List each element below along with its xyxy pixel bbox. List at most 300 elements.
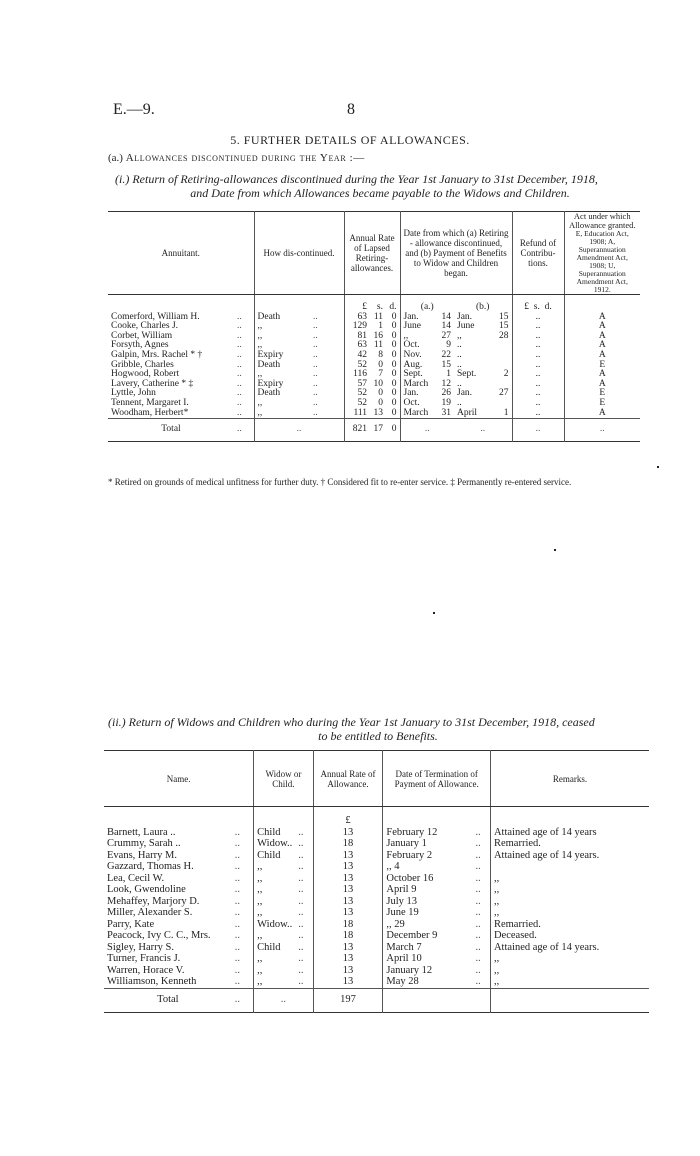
act-code: A	[564, 313, 640, 323]
termination-date: February 12	[383, 827, 473, 839]
termination-date: May 28	[383, 976, 473, 988]
leader-dots: ..	[234, 861, 241, 872]
termination-date: ,, 4	[383, 861, 473, 873]
date-b-month: April	[457, 407, 478, 418]
unit-row	[104, 815, 649, 827]
annuitant-name: Gribble, Charles	[111, 359, 174, 370]
annuitant-name: Corbet, William	[111, 330, 173, 341]
return-1-title-line2: and Date from which Allowances became payable to the Widows and Children.	[190, 186, 570, 200]
leader-dots: ..	[475, 872, 481, 884]
unit-pounds: £	[344, 303, 370, 313]
rate-pounds: 52	[344, 361, 370, 371]
date-b-month: ..	[457, 349, 462, 360]
rate-pounds: 52	[344, 389, 370, 399]
page-number: 8	[347, 101, 355, 118]
annuitant-name: Tennent, Margaret I.	[111, 397, 189, 408]
date-a-day: 14	[441, 311, 451, 322]
date-a-day: 26	[441, 388, 451, 399]
rate-shillings: 0	[378, 359, 383, 370]
leader-dots: ..	[237, 359, 242, 370]
retiring-allowances-table	[108, 211, 640, 442]
person-name: Peacock, Ivy C. C., Mrs.	[107, 930, 211, 941]
person-name: Evans, Harry M.	[107, 849, 177, 861]
annual-rate: 13	[313, 850, 383, 862]
leader-dots: ..	[313, 388, 318, 399]
rate-pence: 0	[391, 359, 397, 370]
leader-dots: ..	[298, 941, 304, 953]
leader-dots: ..	[234, 918, 241, 930]
leader-dots: ..	[475, 976, 481, 987]
rate-pence: 0	[391, 378, 397, 389]
date-b-month: Jan.	[457, 388, 473, 399]
act-code: A	[564, 409, 640, 419]
date-b-day: 28	[499, 330, 509, 341]
leader-dots: ..	[313, 378, 318, 389]
remarks: ,,	[490, 965, 649, 977]
remarks: ,,	[490, 896, 649, 908]
col-act-note: E, Education Act, 1908; A, Superannuation Amendment Act, 1908; U, Superannuation Amendment Act, 1912.	[575, 229, 629, 294]
widow-or-child: ,,	[254, 976, 296, 988]
date-a-month: Nov.	[400, 351, 436, 361]
leader-dots: ..	[298, 964, 304, 976]
leader-dots: ..	[298, 918, 304, 930]
widows-children-table	[104, 750, 649, 1013]
person-name: Parry, Kate	[107, 918, 155, 930]
return-2-title-line1: (ii.) Return of Widows and Children who during the Year 1st January to 31st December, 1918, ceased	[108, 715, 595, 729]
col-how-discontinued: How dis-continued.	[254, 212, 344, 295]
remarks: ,,	[490, 873, 649, 885]
date-a-month: ,,	[400, 332, 436, 342]
rate-pence: 0	[391, 321, 397, 332]
widow-or-child: Child	[254, 850, 296, 862]
leader-dots: ..	[298, 826, 304, 838]
rate-shillings: 7	[378, 369, 383, 380]
rate-pounds: 81	[344, 332, 370, 342]
total-shillings: 17	[370, 419, 386, 442]
act-code: A	[564, 322, 640, 332]
leader-dots: ..	[298, 895, 304, 907]
rate-pounds: 57	[344, 380, 370, 390]
date-b-month: ..	[457, 378, 462, 389]
leader-dots: ..	[313, 349, 318, 360]
report-code: E.—9.	[113, 101, 155, 118]
leader-dots: ..	[237, 330, 242, 341]
refund: ..	[512, 399, 564, 409]
refund: ..	[512, 332, 564, 342]
person-name: Lea, Cecil W.	[107, 872, 165, 884]
act-code: A	[564, 351, 640, 361]
return-1-title-line1: (i.) Return of Retiring-allowances discontinued during the Year 1st January to 31st December, 1918,	[115, 172, 598, 186]
annual-rate: 18	[313, 919, 383, 931]
table-row	[104, 838, 649, 850]
widow-or-child: ,,	[254, 896, 296, 908]
col-date: Date from which (a) Retiring - allowance discontinued, and (b) Payment of Benefits to Widow and Children began.	[400, 212, 512, 295]
person-name: Williamson, Kenneth	[107, 976, 197, 987]
widow-or-child: ,,	[254, 930, 296, 942]
date-b-day: 15	[499, 311, 509, 322]
widow-or-child: ,,	[254, 884, 296, 896]
person-name: Barnett, Laura ..	[107, 826, 176, 838]
table-row	[104, 976, 649, 988]
annuitant-name: Lavery, Catherine * ‡	[111, 378, 194, 389]
date-b-month: June	[457, 321, 475, 332]
leader-dots: ..	[313, 369, 318, 380]
widow-or-child: Widow..	[254, 838, 296, 850]
leader-dots: ..	[237, 340, 242, 351]
total-rate: 197	[313, 988, 383, 1013]
print-speck	[554, 549, 556, 551]
remarks: Attained age of 14 years.	[490, 850, 649, 862]
how-discontinued: ,,	[254, 409, 310, 419]
table-row	[104, 919, 649, 931]
refund: ..	[512, 380, 564, 390]
leader-dots: ..	[237, 397, 242, 408]
leader-dots: ..	[298, 884, 304, 895]
person-name: Look, Gwendoline	[107, 884, 186, 895]
act-code: A	[564, 370, 640, 380]
leader-dots: ..	[298, 953, 304, 964]
widow-or-child: Child	[254, 827, 296, 839]
return-2-title-line2: to be entitled to Benefits.	[318, 729, 438, 743]
person-name: Sigley, Harry S.	[107, 941, 174, 953]
remarks: Remarried.	[490, 838, 649, 850]
annual-rate: 13	[313, 942, 383, 954]
annuitant-name: Hogwood, Robert	[111, 369, 180, 380]
leader-dots: ..	[475, 964, 481, 976]
date-b-day: 27	[499, 388, 509, 399]
total-row-2: Total .. .. 197	[104, 988, 649, 1013]
remarks: ,,	[490, 907, 649, 919]
act-code: A	[564, 341, 640, 351]
termination-date: December 9	[383, 930, 473, 942]
unit-b: (b.)	[476, 302, 490, 312]
rate-pence: 0	[391, 330, 397, 341]
rate-pence: 0	[391, 311, 397, 322]
annual-rate: 13	[313, 884, 383, 896]
date-a-day: 22	[441, 349, 451, 360]
termination-date: March 7	[383, 942, 473, 954]
table-row	[104, 965, 649, 977]
leader-dots: ..	[475, 838, 481, 849]
unit-pound: £	[313, 815, 383, 827]
unit-refund-pounds: £	[524, 302, 530, 312]
table-row	[104, 896, 649, 908]
leader-dots: ..	[237, 388, 242, 399]
leader-dots: ..	[313, 359, 318, 370]
print-speck	[433, 612, 435, 614]
widow-or-child: ,,	[254, 907, 296, 919]
subsection-label: Allowances discontinued during the Year :—	[125, 152, 365, 164]
date-b-month: Sept.	[457, 369, 477, 380]
remarks: ,,	[490, 884, 649, 896]
widow-or-child: ,,	[254, 861, 296, 873]
remarks	[490, 861, 649, 873]
refund: ..	[512, 370, 564, 380]
annual-rate: 13	[313, 965, 383, 977]
refund: ..	[512, 361, 564, 371]
person-name: Turner, Francis J.	[107, 953, 181, 964]
leader-dots: ..	[234, 895, 241, 907]
act-code: E	[564, 389, 640, 399]
table-row	[104, 884, 649, 896]
annuitant-name: Cooke, Charles J.	[111, 321, 179, 332]
date-b-month: ..	[457, 340, 462, 351]
table-row	[104, 827, 649, 839]
how-discontinued: ,,	[254, 322, 310, 332]
annual-rate: 13	[313, 873, 383, 885]
table-row	[108, 351, 640, 361]
how-discontinued: Expiry	[254, 380, 310, 390]
remarks: ,,	[490, 953, 649, 965]
unit-a: (a.)	[400, 303, 454, 313]
leader-dots: ..	[313, 397, 318, 408]
leader-dots: ..	[298, 930, 304, 941]
leader-dots: ..	[237, 378, 242, 389]
leader-dots: ..	[298, 872, 304, 884]
leader-dots: ..	[298, 976, 304, 987]
leader-dots: ..	[475, 941, 481, 953]
annual-rate: 13	[313, 976, 383, 988]
date-a-month: March	[400, 380, 436, 390]
date-a-day: 27	[441, 330, 451, 341]
termination-date: April 9	[383, 884, 473, 896]
leader-dots: ..	[475, 861, 481, 872]
termination-date: January 1	[383, 838, 473, 850]
act-code: A	[564, 380, 640, 390]
date-b-month: ..	[457, 397, 462, 408]
return-2-title	[108, 715, 648, 743]
date-a-month: June	[400, 322, 436, 332]
total-label-2: Total	[104, 988, 232, 1013]
unit-shillings: s.	[376, 302, 383, 312]
date-a-month: Oct.	[400, 341, 436, 351]
col-rate: Annual Rate of Allowance.	[313, 751, 383, 807]
rate-pence: 0	[391, 369, 397, 380]
leader-dots: ..	[313, 321, 318, 332]
date-a-day: 1	[446, 369, 451, 380]
total-pounds: 821	[344, 419, 370, 442]
termination-date: February 2	[383, 850, 473, 862]
leader-dots: ..	[237, 407, 242, 418]
date-b-day	[492, 341, 512, 351]
col-act	[564, 212, 640, 295]
refund: ..	[512, 313, 564, 323]
leader-dots: ..	[475, 930, 481, 941]
leader-dots: ..	[234, 907, 241, 918]
table-row	[108, 361, 640, 371]
leader-dots: ..	[313, 407, 318, 418]
leader-dots: ..	[475, 895, 481, 907]
total-row: Total .. .. 821 17 0 .. .. .. ..	[108, 419, 640, 442]
annuitant-name: Lyttle, John	[111, 388, 156, 399]
rate-shillings: 8	[378, 349, 383, 360]
date-b-day: 2	[503, 369, 509, 380]
table-row	[104, 907, 649, 919]
rate-pounds: 63	[344, 313, 370, 323]
col-annuitant: Annuitant.	[108, 212, 254, 295]
col-name: Name.	[104, 751, 254, 807]
leader-dots: ..	[234, 930, 241, 941]
leader-dots: ..	[237, 311, 242, 322]
col-refund: Refund of Contribu-tions.	[512, 212, 564, 295]
termination-date: January 12	[383, 965, 473, 977]
date-a-month: Aug.	[400, 361, 436, 371]
person-name: Mehaffey, Marjory D.	[107, 895, 200, 907]
table-row	[104, 861, 649, 873]
rate-pounds: 116	[344, 370, 370, 380]
leader-dots: ..	[237, 349, 242, 360]
date-a-day: 19	[441, 397, 451, 408]
table-row	[104, 930, 649, 942]
print-speck	[657, 466, 659, 468]
rate-pounds: 52	[344, 399, 370, 409]
rate-shillings: 11	[373, 311, 383, 322]
col-annual-rate: Annual Rate of Lapsed Retiring-allowances.	[344, 212, 400, 295]
termination-date: July 13	[383, 896, 473, 908]
widow-or-child: Child	[254, 942, 296, 954]
person-name: Crummy, Sarah ..	[107, 838, 181, 849]
widow-or-child: ,,	[254, 953, 296, 965]
annuitant-name: Galpin, Mrs. Rachel * †	[111, 349, 203, 360]
date-a-day: 9	[446, 340, 451, 351]
annuitant-name: Comerford, William H.	[111, 311, 200, 322]
col-widow-or-child: Widow or Child.	[254, 751, 313, 807]
subsection-prefix: (a.)	[108, 152, 123, 164]
act-code: E	[564, 361, 640, 371]
rate-pounds: 129	[344, 322, 370, 332]
annual-rate: 18	[313, 838, 383, 850]
act-code: A	[564, 332, 640, 342]
how-discontinued: Death	[254, 361, 310, 371]
unit-pence: d.	[389, 302, 397, 312]
annual-rate: 13	[313, 953, 383, 965]
refund: ..	[512, 409, 564, 419]
leader-dots: ..	[234, 941, 241, 953]
col-act-label: Act under which Allowance granted.	[568, 211, 636, 230]
table-row	[108, 380, 640, 390]
remarks: Attained age of 14 years	[490, 827, 649, 839]
date-b-month: ,,	[457, 330, 462, 341]
col-remarks: Remarks.	[490, 751, 649, 807]
leader-dots: ..	[475, 918, 481, 930]
leader-dots: ..	[298, 838, 304, 849]
rate-shillings: 0	[378, 388, 383, 399]
rate-pence: 0	[391, 349, 397, 360]
leader-dots: ..	[313, 330, 318, 341]
leader-dots: ..	[298, 907, 304, 918]
widow-or-child: ,,	[254, 873, 296, 885]
act-code: E	[564, 399, 640, 409]
how-discontinued: ,,	[254, 370, 310, 380]
table-row	[108, 409, 640, 419]
leader-dots: ..	[475, 953, 481, 964]
leader-dots: ..	[475, 826, 481, 838]
leader-dots: ..	[237, 321, 242, 332]
annual-rate: 18	[313, 930, 383, 942]
remarks: Deceased.	[490, 930, 649, 942]
termination-date: October 16	[383, 873, 473, 885]
remarks: Remarried.	[490, 919, 649, 931]
leader-dots: ..	[298, 849, 304, 861]
leader-dots: ..	[234, 826, 241, 838]
termination-date: June 19	[383, 907, 473, 919]
section-title: 5. FURTHER DETAILS OF ALLOWANCES.	[230, 133, 470, 147]
table-row	[104, 953, 649, 965]
refund: ..	[512, 389, 564, 399]
date-b-day	[492, 399, 512, 409]
widow-or-child: ,,	[254, 965, 296, 977]
leader-dots: ..	[234, 976, 241, 987]
date-a-day: 14	[441, 321, 451, 332]
annual-rate: 13	[313, 861, 383, 873]
annual-rate: 13	[313, 896, 383, 908]
total-label: Total	[108, 419, 234, 442]
leader-dots: ..	[237, 369, 242, 380]
annual-rate: 13	[313, 827, 383, 839]
unit-refund-shillings: s.	[533, 302, 540, 312]
date-a-day: 15	[441, 359, 451, 370]
remarks: Attained age of 14 years.	[490, 942, 649, 954]
leader-dots: ..	[234, 953, 241, 964]
date-a-month: Jan.	[400, 313, 436, 323]
date-a-day: 31	[441, 407, 451, 418]
rate-pence: 0	[391, 397, 397, 408]
total-pence: 0	[386, 419, 400, 442]
rate-pounds: 111	[344, 409, 370, 419]
how-discontinued: ,,	[254, 332, 310, 342]
how-discontinued: ,,	[254, 399, 310, 409]
refund: ..	[512, 351, 564, 361]
remarks: ,,	[490, 976, 649, 988]
rate-shillings: 1	[378, 321, 383, 332]
leader-dots: ..	[475, 884, 481, 895]
table-row	[104, 850, 649, 862]
rate-pence: 0	[391, 388, 397, 399]
annuitant-name: Woodham, Herbert*	[111, 407, 189, 418]
leader-dots: ..	[475, 907, 481, 918]
annual-rate: 13	[313, 907, 383, 919]
date-a-month: Sept.	[400, 370, 436, 380]
rate-pence: 0	[391, 340, 397, 351]
refund: ..	[512, 341, 564, 351]
date-b-day: 15	[499, 321, 509, 332]
person-name: Warren, Horace V.	[107, 964, 185, 976]
how-discontinued: Expiry	[254, 351, 310, 361]
table-row	[108, 313, 640, 323]
date-a-month: March	[400, 409, 436, 419]
leader-dots: ..	[234, 884, 241, 895]
annuitant-name: Forsyth, Agnes	[111, 340, 169, 351]
person-name: Miller, Alexander S.	[107, 907, 193, 918]
leader-dots: ..	[313, 311, 318, 322]
rate-pence: 0	[391, 407, 397, 418]
leader-dots: ..	[298, 861, 304, 872]
rate-pounds: 42	[344, 351, 370, 361]
rate-shillings: 13	[373, 407, 383, 418]
date-a-day: 12	[441, 378, 451, 389]
leader-dots: ..	[234, 872, 241, 884]
subsection-heading	[108, 152, 365, 164]
leader-dots: ..	[234, 849, 241, 861]
date-b-day	[492, 351, 512, 361]
refund: ..	[512, 322, 564, 332]
how-discontinued: ,,	[254, 341, 310, 351]
termination-date: April 10	[383, 953, 473, 965]
footnote: * Retired on grounds of medical unfitness for further duty. † Considered fit to re-enter service. ‡ Permanently re-entered service.	[108, 477, 572, 487]
table-row	[104, 942, 649, 954]
how-discontinued: Death	[254, 389, 310, 399]
date-a-month: Oct.	[400, 399, 436, 409]
